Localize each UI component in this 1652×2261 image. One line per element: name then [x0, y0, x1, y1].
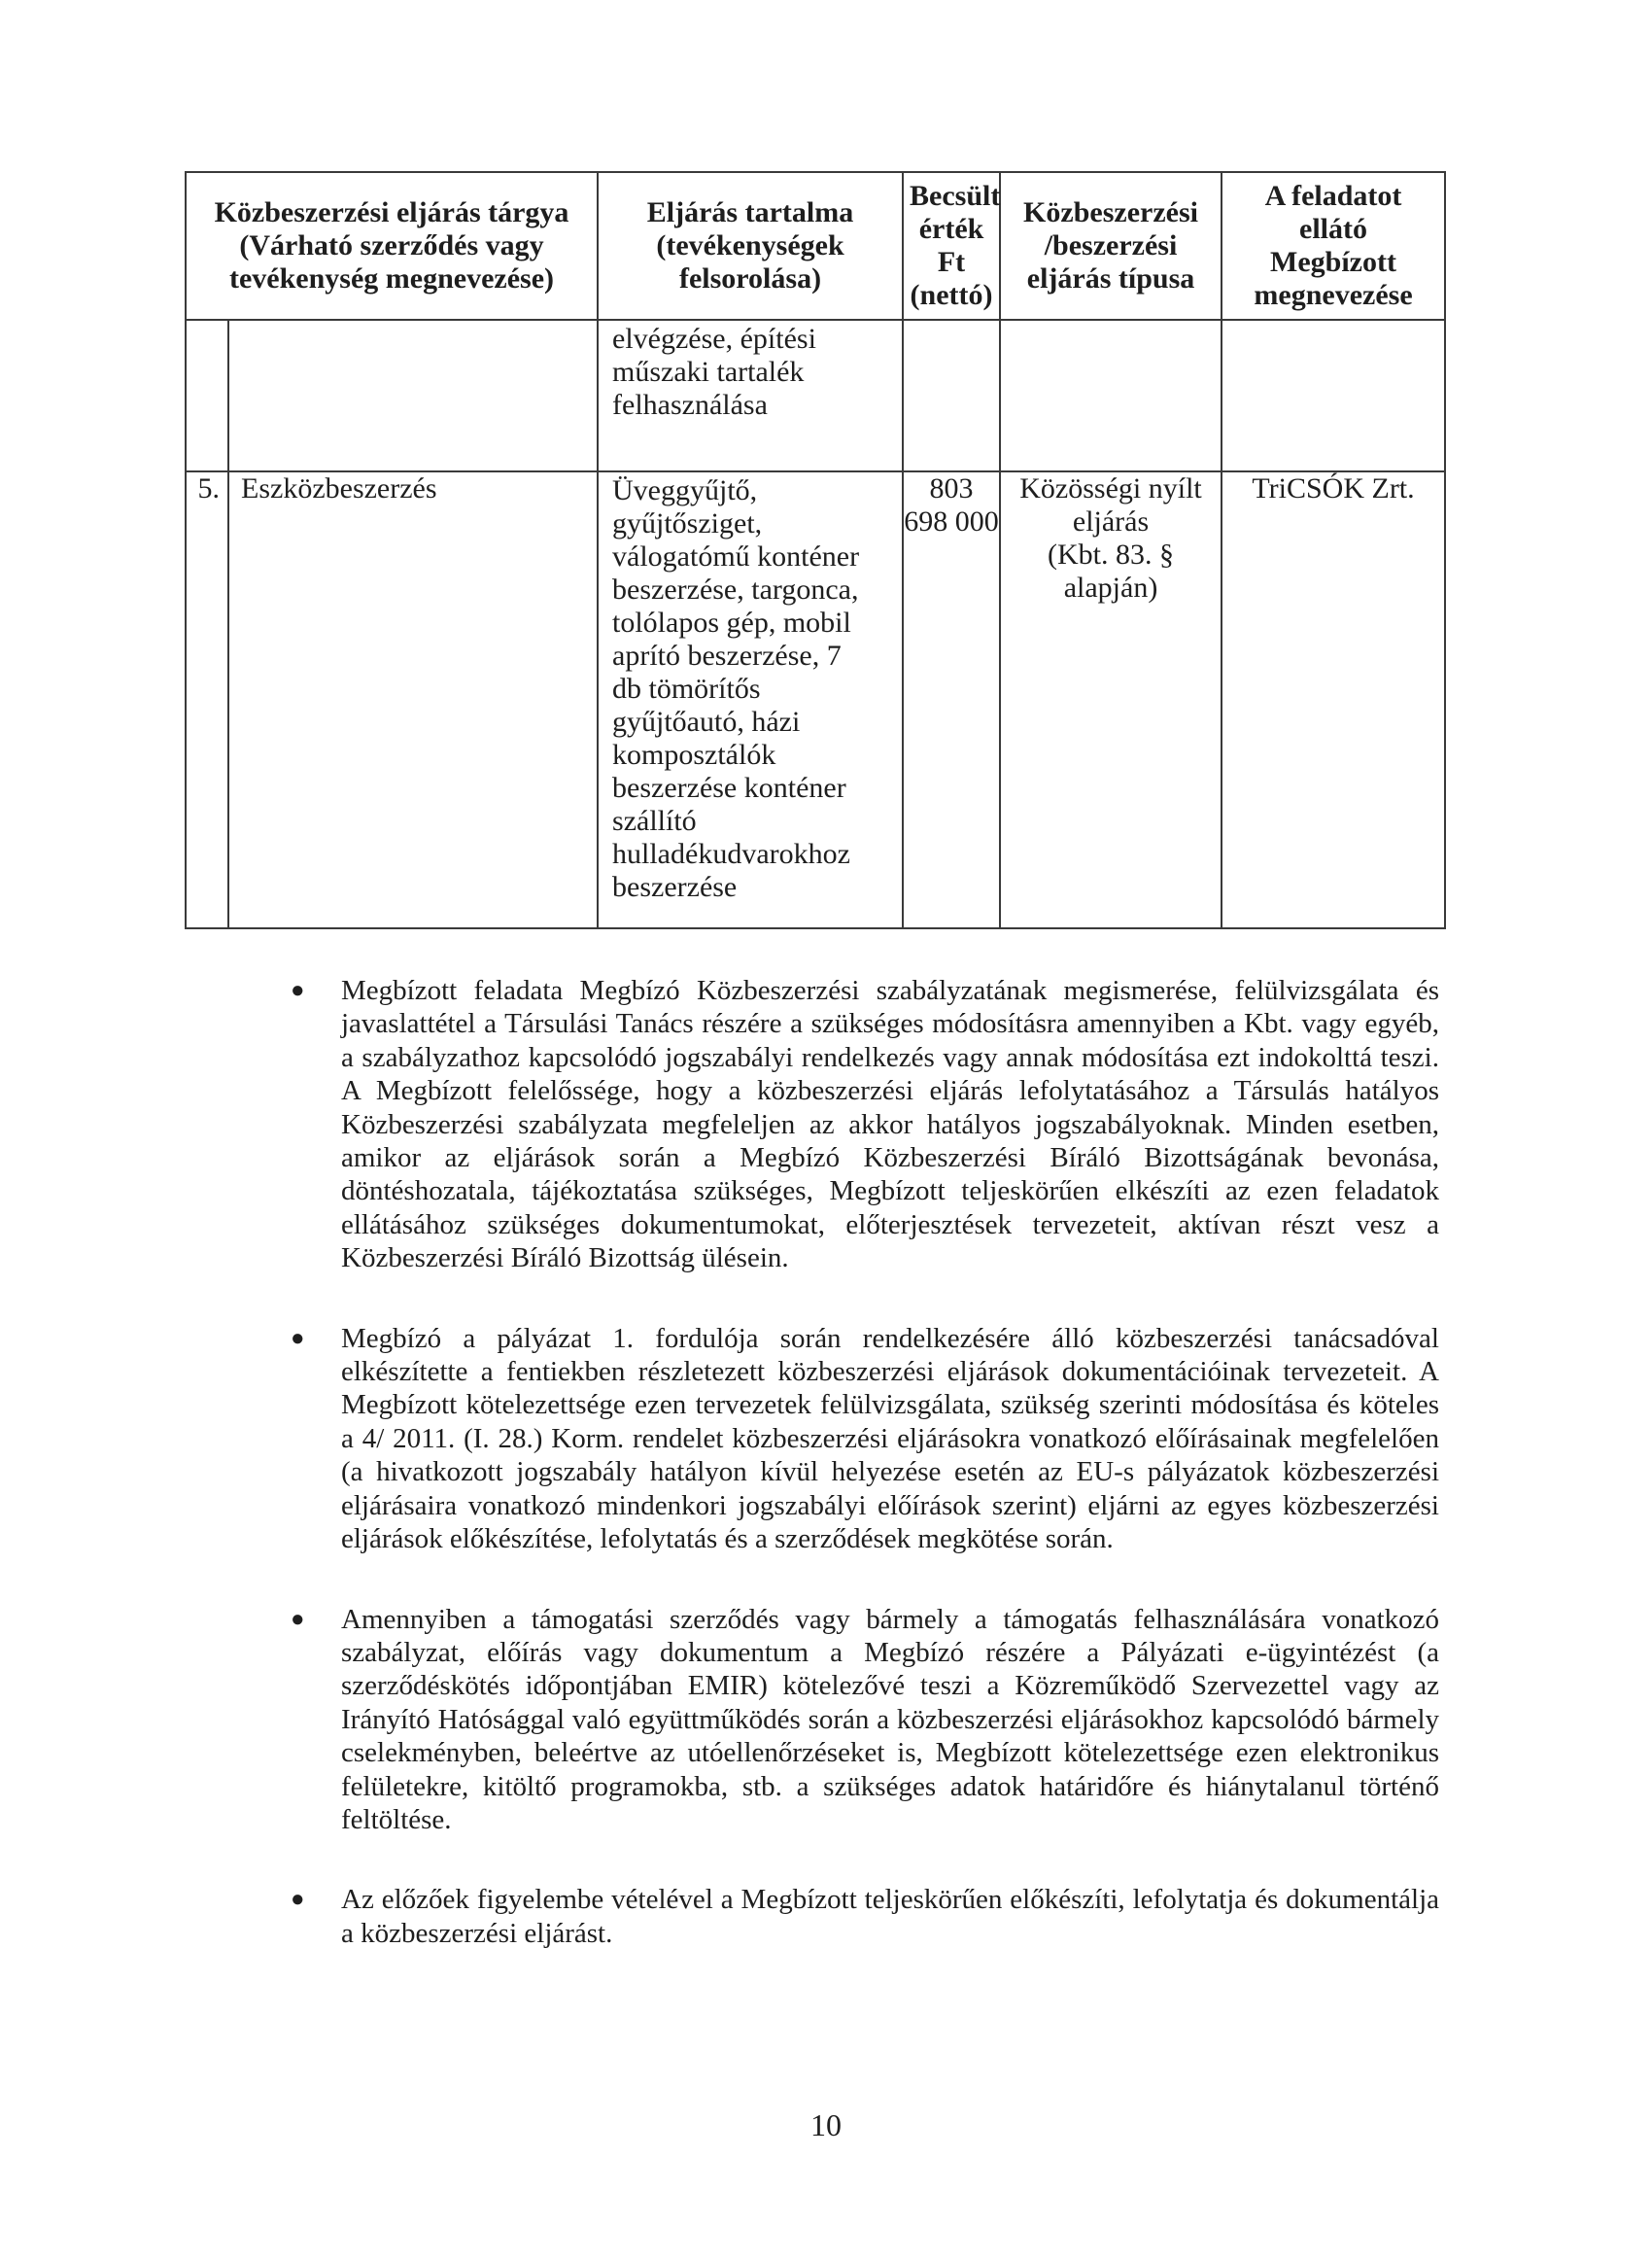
header-procedure-type: Közbeszerzési /beszerzési eljárás típusa [1000, 172, 1222, 320]
cell-content-continuation: elvégzése, építési műszaki tartalék felhasználása [598, 320, 903, 471]
row-agent: TriCSÓK Zrt. [1222, 471, 1445, 928]
table-header-row [186, 172, 1445, 320]
cell-name-empty [228, 320, 598, 471]
list-item-text: Amennyiben a támogatási szerződés vagy bármely a támogatás felhasználására vonatkozó szabályzat, előírás vagy dokumentum a Megbízó részére a Pályázati e-ügyintézést (a szerződéskötés időpontjában EMIR) kötelezővé teszi a Közreműködő Szervezettel vagy az Irányító Hatósággal való együttműködés során a közbeszerzési eljárásokhoz kapcsolódó bármely cselekményben, beleértve az utóellenőrzéseket is, Megbízott kötelezettsége ezen elektronikus felületekre, kitöltő programokba, stb. a szükséges adatok határidőre és hiánytalanul történő feltöltése. [341, 1603, 1439, 1835]
row-number: 5. [186, 471, 228, 928]
procurement-table [185, 171, 1446, 929]
list-item [277, 974, 1439, 1275]
row-content: Üveggyűjtő, gyűjtősziget, válogatómű konténer beszerzése, targonca, tolólapos gép, mobil aprító beszerzése, 7 db tömörítős gyűjtőautó, házi komposztálók beszerzése konténer szállító hulladékudvarokhoz beszerzése [598, 471, 903, 928]
header-subject: Közbeszerzési eljárás tárgya (Várható szerződés vagy tevékenység megnevezése) [186, 172, 598, 320]
list-item-text: Megbízott feladata Megbízó Közbeszerzési szabályzatának megismerése, felülvizsgálata és javaslattétel a Társulási Tanács részére a szükséges módosításra amennyiben a Kbt. vagy egyéb, a szabályzathoz kapcsolódó jogszabályi rendelkezés vagy annak módosítása ezt indokolttá teszi. A Megbízott felelőssége, hogy a közbeszerzési eljárás lefolytatásához a Társulás hatályos Közbeszerzési szabályzata megfeleljen az akkor hatályos jogszabályoknak. Minden esetben, amikor az eljárások során a Megbízó Közbeszerzési Bíráló Bizottságának bevonása, döntéshozatala, tájékoztatása szükséges, Megbízott teljeskörűen elkészíti az ezen feladatok ellátásához szükséges dokumentumokat, előterjesztések tervezeteit, aktívan részt vesz a Közbeszerzési Bíráló Bizottság ülésein. [341, 975, 1439, 1274]
header-content: Eljárás tartalma (tevékenységek felsorolása) [598, 172, 903, 320]
table-row-continuation [186, 320, 1445, 471]
row-procedure-type: Közösségi nyílt eljárás (Kbt. 83. § alapján) [1000, 471, 1222, 928]
table-row [186, 471, 1445, 928]
page-number: 10 [810, 2107, 842, 2142]
list-item [277, 1603, 1439, 1837]
header-agent: A feladatot ellátó Megbízott megnevezése [1222, 172, 1445, 320]
bullet-icon: ● [291, 1325, 305, 1351]
list-item-text: Az előzőek figyelembe vételével a Megbízott teljeskörűen előkészíti, lefolytatja és dokumentálja a közbeszerzési eljárást. [341, 1884, 1439, 1949]
cell-type-empty [1000, 320, 1222, 471]
header-value: Becsült érték Ft (nettó) [903, 172, 1000, 320]
list-item [277, 1322, 1439, 1556]
bullet-icon: ● [291, 1606, 305, 1632]
cell-value-empty [903, 320, 1000, 471]
bullet-list [277, 974, 1439, 1997]
bullet-icon: ● [291, 1887, 305, 1913]
list-item-text: Megbízó a pályázat 1. fordulója során rendelkezésére álló közbeszerzési tanácsadóval elkészítette a fentiekben részletezett közbeszerzési eljárások dokumentációinak tervezeteit. A Megbízott kötelezettsége ezen tervezetek felülvizsgálata, szükség szerinti módosítása és köteles a 4/ 2011. (I. 28.) Korm. rendelet közbeszerzési eljárásokra vonatkozó előírásainak megfelelően (a hivatkozott jogszabály hatályon kívül helyezése esetén az EU-s pályázatok közbeszerzési eljárásaira vonatkozó mindenkori jogszabályi előírások szerint) eljárni az egyes közbeszerzési eljárások előkészítése, lefolytatás és a szerződések megkötése során. [341, 1322, 1439, 1555]
list-item [277, 1883, 1439, 1950]
cell-number-empty [186, 320, 228, 471]
row-subject: Eszközbeszerzés [228, 471, 598, 928]
bullet-icon: ● [291, 978, 305, 1003]
cell-agent-empty [1222, 320, 1445, 471]
row-estimated-value: 803 698 000 [903, 471, 1000, 928]
